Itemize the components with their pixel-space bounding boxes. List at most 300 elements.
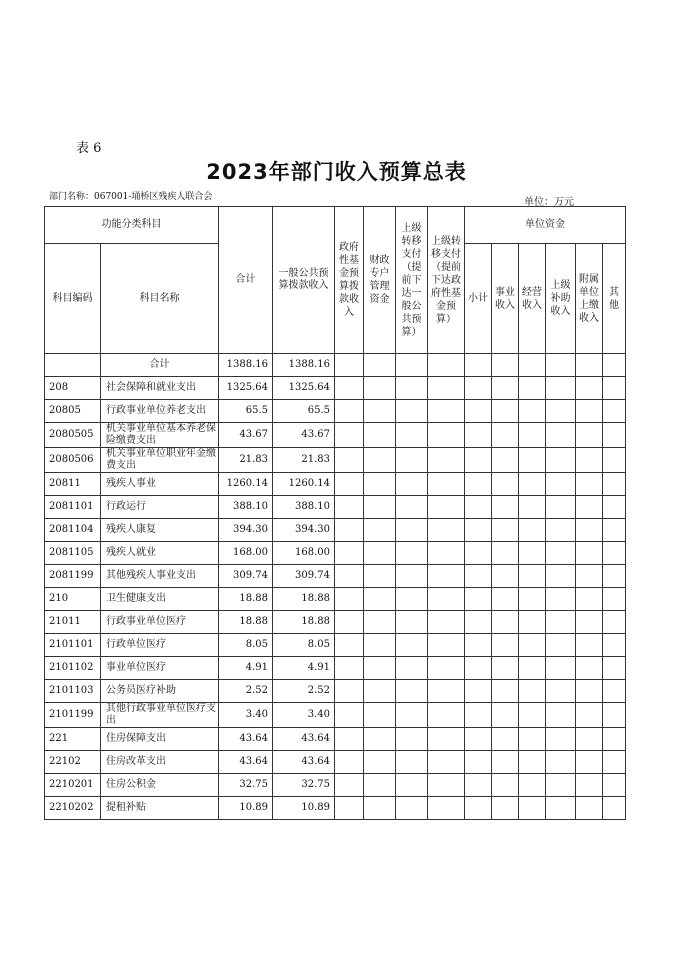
header-business-income: 事业收入 xyxy=(492,244,519,354)
table-row xyxy=(45,423,626,448)
empty-cell xyxy=(465,519,492,542)
header-special-account: 财政专户管理资金 xyxy=(364,207,396,354)
row-code: 2101199 xyxy=(45,703,101,728)
empty-cell xyxy=(465,473,492,496)
row-general-budget: 1325.64 xyxy=(273,377,335,400)
empty-cell xyxy=(576,634,603,657)
row-general-budget: 21.83 xyxy=(273,448,335,473)
table-row xyxy=(45,400,626,423)
table-row xyxy=(45,634,626,657)
empty-cell xyxy=(603,542,626,565)
header-transfer-fund: 上级转移支付（提前下达政府性基金预算） xyxy=(428,207,465,354)
table-row xyxy=(45,611,626,634)
header-operating-income: 经营收入 xyxy=(519,244,546,354)
row-name: 合计 xyxy=(101,354,219,377)
empty-cell xyxy=(364,565,396,588)
empty-cell xyxy=(465,774,492,797)
empty-cell xyxy=(576,496,603,519)
empty-cell xyxy=(465,496,492,519)
empty-cell xyxy=(335,565,364,588)
empty-cell xyxy=(603,423,626,448)
empty-cell xyxy=(603,703,626,728)
empty-cell xyxy=(335,797,364,820)
header-name: 科目名称 xyxy=(101,244,219,354)
empty-cell xyxy=(335,377,364,400)
row-total: 8.05 xyxy=(219,634,273,657)
empty-cell xyxy=(519,496,546,519)
empty-cell xyxy=(492,751,519,774)
row-general-budget: 3.40 xyxy=(273,703,335,728)
empty-cell xyxy=(603,588,626,611)
empty-cell xyxy=(396,354,428,377)
header-total: 合计 xyxy=(219,207,273,354)
row-code: 22102 xyxy=(45,751,101,774)
empty-cell xyxy=(364,496,396,519)
empty-cell xyxy=(576,423,603,448)
row-code: 2081104 xyxy=(45,519,101,542)
row-code: 2210202 xyxy=(45,797,101,820)
empty-cell xyxy=(519,611,546,634)
empty-cell xyxy=(465,423,492,448)
row-code: 2080506 xyxy=(45,448,101,473)
empty-cell xyxy=(576,448,603,473)
empty-cell xyxy=(364,680,396,703)
empty-cell xyxy=(576,657,603,680)
empty-cell xyxy=(335,751,364,774)
empty-cell xyxy=(465,377,492,400)
table-row xyxy=(45,774,626,797)
row-general-budget: 32.75 xyxy=(273,774,335,797)
row-code: 2210201 xyxy=(45,774,101,797)
empty-cell xyxy=(546,680,576,703)
table-row xyxy=(45,728,626,751)
row-code: 2081105 xyxy=(45,542,101,565)
row-general-budget: 65.5 xyxy=(273,400,335,423)
table-row xyxy=(45,473,626,496)
row-name: 住房改革支出 xyxy=(101,751,219,774)
empty-cell xyxy=(396,728,428,751)
empty-cell xyxy=(546,423,576,448)
empty-cell xyxy=(364,377,396,400)
row-total: 10.89 xyxy=(219,797,273,820)
empty-cell xyxy=(519,448,546,473)
empty-cell xyxy=(603,448,626,473)
empty-cell xyxy=(364,751,396,774)
empty-cell xyxy=(492,448,519,473)
row-name: 公务员医疗补助 xyxy=(101,680,219,703)
empty-cell xyxy=(492,377,519,400)
row-total: 43.64 xyxy=(219,751,273,774)
empty-cell xyxy=(546,797,576,820)
empty-cell xyxy=(519,377,546,400)
empty-cell xyxy=(364,354,396,377)
empty-cell xyxy=(576,377,603,400)
empty-cell xyxy=(603,377,626,400)
empty-cell xyxy=(396,751,428,774)
empty-cell xyxy=(546,588,576,611)
empty-cell xyxy=(492,634,519,657)
empty-cell xyxy=(519,797,546,820)
empty-cell xyxy=(465,354,492,377)
row-total: 1325.64 xyxy=(219,377,273,400)
header-category: 功能分类科目 xyxy=(45,207,219,244)
row-code: 221 xyxy=(45,728,101,751)
empty-cell xyxy=(576,519,603,542)
empty-cell xyxy=(519,519,546,542)
empty-cell xyxy=(492,473,519,496)
row-total: 3.40 xyxy=(219,703,273,728)
row-name: 行政运行 xyxy=(101,496,219,519)
empty-cell xyxy=(546,751,576,774)
empty-cell xyxy=(396,473,428,496)
row-name: 其他行政事业单位医疗支出 xyxy=(101,703,219,728)
empty-cell xyxy=(546,519,576,542)
row-code: 2101102 xyxy=(45,657,101,680)
row-name: 残疾人康复 xyxy=(101,519,219,542)
row-general-budget: 43.64 xyxy=(273,751,335,774)
empty-cell xyxy=(546,565,576,588)
empty-cell xyxy=(546,400,576,423)
empty-cell xyxy=(546,634,576,657)
empty-cell xyxy=(465,657,492,680)
empty-cell xyxy=(396,496,428,519)
empty-cell xyxy=(546,496,576,519)
row-general-budget: 1260.14 xyxy=(273,473,335,496)
empty-cell xyxy=(335,657,364,680)
empty-cell xyxy=(396,774,428,797)
empty-cell xyxy=(364,473,396,496)
row-name: 社会保障和就业支出 xyxy=(101,377,219,400)
empty-cell xyxy=(576,751,603,774)
empty-cell xyxy=(428,611,465,634)
row-general-budget: 168.00 xyxy=(273,542,335,565)
empty-cell xyxy=(546,377,576,400)
empty-cell xyxy=(465,751,492,774)
empty-cell xyxy=(603,565,626,588)
row-total: 21.83 xyxy=(219,448,273,473)
row-total: 2.52 xyxy=(219,680,273,703)
unit-label: 单位：万元 xyxy=(524,197,574,208)
row-code: 20811 xyxy=(45,473,101,496)
row-total: 18.88 xyxy=(219,588,273,611)
empty-cell xyxy=(465,611,492,634)
empty-cell xyxy=(492,588,519,611)
row-name: 残疾人事业 xyxy=(101,473,219,496)
empty-cell xyxy=(465,797,492,820)
empty-cell xyxy=(603,657,626,680)
empty-cell xyxy=(492,774,519,797)
row-total: 4.91 xyxy=(219,657,273,680)
empty-cell xyxy=(335,680,364,703)
empty-cell xyxy=(576,703,603,728)
empty-cell xyxy=(546,703,576,728)
empty-cell xyxy=(364,588,396,611)
empty-cell xyxy=(492,728,519,751)
empty-cell xyxy=(428,797,465,820)
empty-cell xyxy=(519,473,546,496)
department-name: 部门名称：067001-埇桥区残疾人联合会 xyxy=(49,192,213,202)
empty-cell xyxy=(603,680,626,703)
empty-cell xyxy=(519,680,546,703)
empty-cell xyxy=(364,519,396,542)
row-general-budget: 18.88 xyxy=(273,588,335,611)
row-code: 20805 xyxy=(45,400,101,423)
table-row xyxy=(45,657,626,680)
empty-cell xyxy=(428,657,465,680)
row-general-budget: 4.91 xyxy=(273,657,335,680)
empty-cell xyxy=(519,703,546,728)
row-general-budget: 388.10 xyxy=(273,496,335,519)
empty-cell xyxy=(396,703,428,728)
empty-cell xyxy=(465,400,492,423)
empty-cell xyxy=(492,565,519,588)
empty-cell xyxy=(465,565,492,588)
empty-cell xyxy=(428,400,465,423)
row-total: 309.74 xyxy=(219,565,273,588)
empty-cell xyxy=(546,657,576,680)
empty-cell xyxy=(335,473,364,496)
empty-cell xyxy=(576,797,603,820)
empty-cell xyxy=(492,657,519,680)
empty-cell xyxy=(519,657,546,680)
table-row xyxy=(45,751,626,774)
row-general-budget: 309.74 xyxy=(273,565,335,588)
empty-cell xyxy=(576,354,603,377)
empty-cell xyxy=(576,400,603,423)
empty-cell xyxy=(396,542,428,565)
row-general-budget: 43.64 xyxy=(273,728,335,751)
empty-cell xyxy=(519,634,546,657)
empty-cell xyxy=(335,588,364,611)
row-general-budget: 10.89 xyxy=(273,797,335,820)
empty-cell xyxy=(576,774,603,797)
row-general-budget: 18.88 xyxy=(273,611,335,634)
empty-cell xyxy=(335,703,364,728)
empty-cell xyxy=(465,728,492,751)
empty-cell xyxy=(396,680,428,703)
empty-cell xyxy=(335,400,364,423)
empty-cell xyxy=(603,496,626,519)
row-code: 21011 xyxy=(45,611,101,634)
empty-cell xyxy=(603,611,626,634)
row-code: 210 xyxy=(45,588,101,611)
table-row xyxy=(45,448,626,473)
row-name: 住房保障支出 xyxy=(101,728,219,751)
row-name: 事业单位医疗 xyxy=(101,657,219,680)
empty-cell xyxy=(364,774,396,797)
empty-cell xyxy=(396,377,428,400)
empty-cell xyxy=(364,657,396,680)
empty-cell xyxy=(428,377,465,400)
empty-cell xyxy=(428,519,465,542)
empty-cell xyxy=(546,542,576,565)
row-total: 43.64 xyxy=(219,728,273,751)
empty-cell xyxy=(492,542,519,565)
empty-cell xyxy=(364,448,396,473)
empty-cell xyxy=(364,634,396,657)
empty-cell xyxy=(396,588,428,611)
empty-cell xyxy=(576,565,603,588)
empty-cell xyxy=(492,354,519,377)
header-gov-fund: 政府性基金预算拨款收入 xyxy=(335,207,364,354)
row-total: 43.67 xyxy=(219,423,273,448)
empty-cell xyxy=(546,448,576,473)
empty-cell xyxy=(396,611,428,634)
header-unit-funds: 单位资金 xyxy=(465,207,626,244)
empty-cell xyxy=(519,400,546,423)
empty-cell xyxy=(335,542,364,565)
header-other: 其他 xyxy=(603,244,626,354)
row-code: 2101101 xyxy=(45,634,101,657)
empty-cell xyxy=(492,519,519,542)
row-code: 2080505 xyxy=(45,423,101,448)
empty-cell xyxy=(546,354,576,377)
empty-cell xyxy=(364,797,396,820)
empty-cell xyxy=(335,496,364,519)
empty-cell xyxy=(603,400,626,423)
header-general-budget: 一般公共预算拨款收入 xyxy=(273,207,335,354)
empty-cell xyxy=(335,774,364,797)
empty-cell xyxy=(546,728,576,751)
row-general-budget: 2.52 xyxy=(273,680,335,703)
row-general-budget: 394.30 xyxy=(273,519,335,542)
empty-cell xyxy=(603,751,626,774)
table-row xyxy=(45,797,626,820)
table-row xyxy=(45,519,626,542)
row-general-budget: 8.05 xyxy=(273,634,335,657)
empty-cell xyxy=(492,680,519,703)
table-row xyxy=(45,496,626,519)
header-transfer-general: 上级转移支付（提前下达一般公共预算） xyxy=(396,207,428,354)
empty-cell xyxy=(335,728,364,751)
empty-cell xyxy=(519,588,546,611)
row-code: 208 xyxy=(45,377,101,400)
empty-cell xyxy=(364,611,396,634)
row-total: 1388.16 xyxy=(219,354,273,377)
empty-cell xyxy=(603,774,626,797)
empty-cell xyxy=(603,728,626,751)
empty-cell xyxy=(603,634,626,657)
empty-cell xyxy=(364,423,396,448)
row-general-budget: 43.67 xyxy=(273,423,335,448)
empty-cell xyxy=(428,703,465,728)
row-total: 1260.14 xyxy=(219,473,273,496)
empty-cell xyxy=(576,680,603,703)
empty-cell xyxy=(465,542,492,565)
empty-cell xyxy=(396,519,428,542)
empty-cell xyxy=(465,588,492,611)
revenue-budget-table xyxy=(44,206,626,820)
row-code: 2081199 xyxy=(45,565,101,588)
header-subsidy-income: 上级补助收入 xyxy=(546,244,576,354)
empty-cell xyxy=(364,703,396,728)
empty-cell xyxy=(428,473,465,496)
table-row xyxy=(45,542,626,565)
empty-cell xyxy=(546,473,576,496)
empty-cell xyxy=(519,542,546,565)
empty-cell xyxy=(519,565,546,588)
empty-cell xyxy=(492,496,519,519)
empty-cell xyxy=(428,448,465,473)
empty-cell xyxy=(492,797,519,820)
empty-cell xyxy=(492,703,519,728)
empty-cell xyxy=(428,728,465,751)
empty-cell xyxy=(428,354,465,377)
empty-cell xyxy=(428,634,465,657)
empty-cell xyxy=(576,611,603,634)
empty-cell xyxy=(396,565,428,588)
empty-cell xyxy=(465,448,492,473)
empty-cell xyxy=(519,354,546,377)
row-total: 168.00 xyxy=(219,542,273,565)
empty-cell xyxy=(364,542,396,565)
empty-cell xyxy=(396,797,428,820)
empty-cell xyxy=(364,400,396,423)
table-number: 表 6 xyxy=(76,141,102,156)
empty-cell xyxy=(465,634,492,657)
row-total: 388.10 xyxy=(219,496,273,519)
empty-cell xyxy=(396,634,428,657)
row-name: 机关事业单位基本养老保险缴费支出 xyxy=(101,423,219,448)
empty-cell xyxy=(519,774,546,797)
row-name: 行政事业单位医疗 xyxy=(101,611,219,634)
empty-cell xyxy=(428,542,465,565)
table-row xyxy=(45,377,626,400)
row-total: 394.30 xyxy=(219,519,273,542)
empty-cell xyxy=(335,448,364,473)
empty-cell xyxy=(546,774,576,797)
row-name: 住房公积金 xyxy=(101,774,219,797)
empty-cell xyxy=(519,751,546,774)
empty-cell xyxy=(396,423,428,448)
table-row xyxy=(45,703,626,728)
row-general-budget: 1388.16 xyxy=(273,354,335,377)
header-code: 科目编码 xyxy=(45,244,101,354)
row-code: 2101103 xyxy=(45,680,101,703)
empty-cell xyxy=(603,354,626,377)
row-name: 其他残疾人事业支出 xyxy=(101,565,219,588)
row-total: 65.5 xyxy=(219,400,273,423)
row-code: 2081101 xyxy=(45,496,101,519)
empty-cell xyxy=(335,519,364,542)
empty-cell xyxy=(428,774,465,797)
empty-cell xyxy=(396,448,428,473)
empty-cell xyxy=(576,542,603,565)
empty-cell xyxy=(576,473,603,496)
row-total: 32.75 xyxy=(219,774,273,797)
row-name: 卫生健康支出 xyxy=(101,588,219,611)
empty-cell xyxy=(576,588,603,611)
empty-cell xyxy=(396,657,428,680)
empty-cell xyxy=(576,728,603,751)
empty-cell xyxy=(603,473,626,496)
empty-cell xyxy=(335,423,364,448)
empty-cell xyxy=(492,611,519,634)
empty-cell xyxy=(428,423,465,448)
empty-cell xyxy=(465,703,492,728)
row-name: 提租补贴 xyxy=(101,797,219,820)
empty-cell xyxy=(428,565,465,588)
empty-cell xyxy=(428,680,465,703)
empty-cell xyxy=(428,496,465,519)
table-row xyxy=(45,565,626,588)
row-name: 残疾人就业 xyxy=(101,542,219,565)
empty-cell xyxy=(603,519,626,542)
empty-cell xyxy=(335,611,364,634)
row-code xyxy=(45,354,101,377)
table-row xyxy=(45,680,626,703)
page-title: 2023年部门收入预算总表 xyxy=(206,160,467,184)
